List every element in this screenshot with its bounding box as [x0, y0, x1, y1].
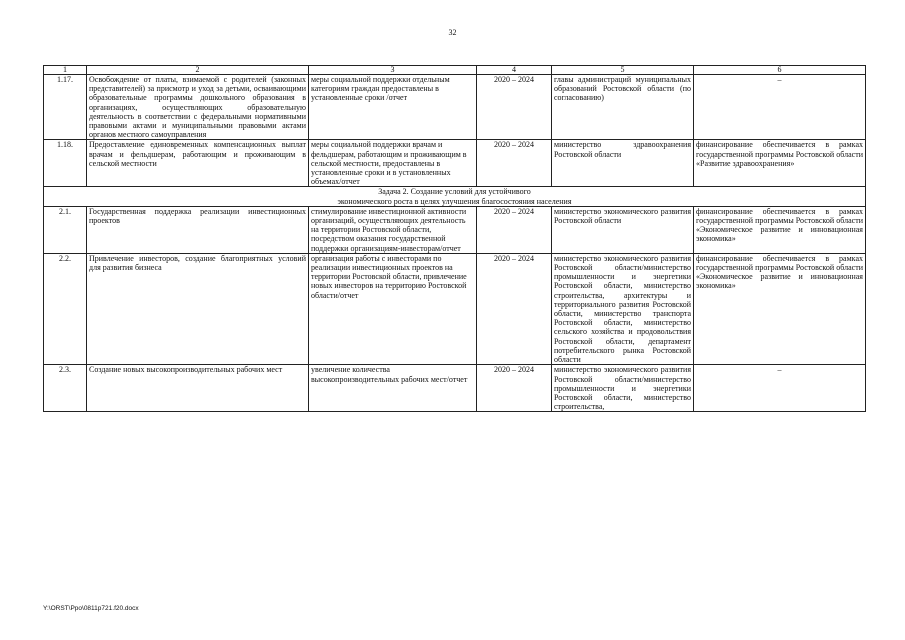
section-heading: [44, 187, 866, 206]
expected-result: стимулирование инвестиционной активности организаций, осуществляющих деятельность на территории Ростовской области, посредством оказания государственной поддержки организациям-инвесторам/отчет: [309, 206, 477, 253]
table-row: [44, 206, 866, 253]
column-number: 2: [87, 66, 309, 75]
item-number: 1.18.: [44, 140, 87, 187]
executor: министерство экономического развития Ростовской области/министерство промышленности и энергетики Ростовской области, министерство строительства, архитектуры и территориального развития Ростовской области, министерство транспорта Ростовской области, министерство сельского хозяйства и продовольствия Ростовской области, департамент потребительского рынка Ростовской области: [552, 253, 694, 364]
executor: министерство здравоохранения Ростовской области: [552, 140, 694, 187]
column-number: 6: [694, 66, 866, 75]
item-number: 2.1.: [44, 206, 87, 253]
section-title-line: Задача 2. Создание условий для устойчивого: [378, 187, 531, 197]
column-number: 4: [477, 66, 552, 75]
period: 2020 – 2024: [477, 253, 552, 364]
measure-name: Освобождение от платы, взимаемой с родителей (законных представителей) за присмотр и уход за детьми, осваивающими образовательные программы дошкольного образования в организациях, осуществляющих образовательную деятельность в соответствии с федеральными нормативными правовыми актами и муниципальными правовыми актами органов местного самоуправления: [87, 75, 309, 140]
measure-name: Привлечение инвесторов, создание благоприятных условий для развития бизнеса: [87, 253, 309, 364]
plan-table: [43, 65, 866, 412]
period: 2020 – 2024: [477, 365, 552, 412]
table-row: [44, 253, 866, 364]
note: финансирование обеспечивается в рамках государственной программы Ростовской области «Экономическое развитие и инновационная экономика»: [694, 253, 866, 364]
column-number: 3: [309, 66, 477, 75]
item-number: 2.2.: [44, 253, 87, 364]
item-number: 2.3.: [44, 365, 87, 412]
item-number: 1.17.: [44, 75, 87, 140]
file-path-footer: Y:\ORST\Ppo\0811p721.f20.docx: [43, 605, 139, 612]
table-row: [44, 140, 866, 187]
executor: министерство экономического развития Ростовской области/министерство промышленности и энергетики Ростовской области, министерство строительства,: [552, 365, 694, 412]
expected-result: меры социальной поддержки отдельным категориям граждан предоставлены в установленные сроки /отчет: [309, 75, 477, 140]
measure-name: Государственная поддержка реализации инвестиционных проектов: [87, 206, 309, 253]
note: –: [694, 75, 866, 140]
note: финансирование обеспечивается в рамках государственной программы Ростовской области «Развитие здравоохранения»: [694, 140, 866, 187]
expected-result: организация работы с инвесторами по реализации инвестиционных проектов на территории Ростовской области, привлечение новых инвесторов на территорию Ростовской области/отчет: [309, 253, 477, 364]
table-row: [44, 75, 866, 140]
column-number: 5: [552, 66, 694, 75]
expected-result: меры социальной поддержки врачам и фельдшерам, работающим и проживающим в сельской местности, предоставлены в установленные сроки и в установленных объемах/отчет: [309, 140, 477, 187]
period: 2020 – 2024: [477, 206, 552, 253]
note: –: [694, 365, 866, 412]
executor: главы администраций муниципальных образований Ростовской области (по согласованию): [552, 75, 694, 140]
section-row: [44, 187, 866, 206]
measure-name: Предоставление единовременных компенсационных выплат врачам и фельдшерам, работающим и проживающим в сельской местности: [87, 140, 309, 187]
table-row: [44, 365, 866, 412]
expected-result: увеличение количества высокопроизводительных рабочих мест/отчет: [309, 365, 477, 412]
note: финансирование обеспечивается в рамках государственной программы Ростовской области «Экономическое развитие и инновационная экономика»: [694, 206, 866, 253]
measure-name: Создание новых высокопроизводительных рабочих мест: [87, 365, 309, 412]
executor: министерство экономического развития Ростовской области: [552, 206, 694, 253]
period: 2020 – 2024: [477, 75, 552, 140]
period: 2020 – 2024: [477, 140, 552, 187]
column-number: 1: [44, 66, 87, 75]
section-title-line: экономического роста в целях улучшения благосостояния населения: [337, 196, 572, 206]
column-number-row: [44, 66, 866, 75]
page-number: 32: [448, 28, 457, 37]
